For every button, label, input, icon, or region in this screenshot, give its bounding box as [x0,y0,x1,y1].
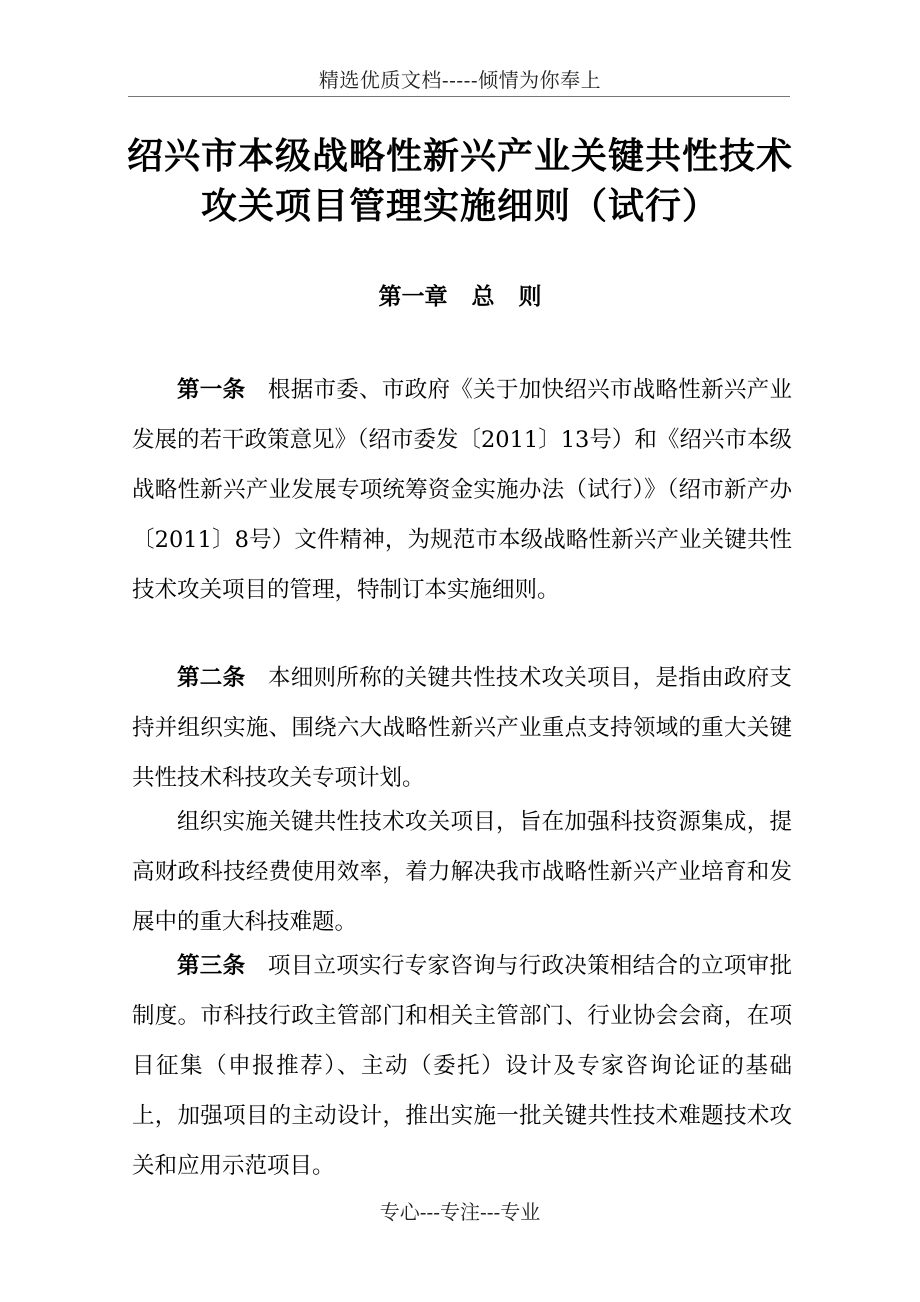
document-title-line-2: 攻关项目管理实施细则（试行） [200,186,719,227]
article-1-block [132,365,792,615]
article-text: 项目立项实行专家咨询与行政决策相结合的立项审批制度。市科技行政主管部门和相关主管部门、行业协会会商，在项目征集（申报推荐）、主动（委托）设计及专家咨询论证的基础上，加强项目的主动设计，推出实施一批关键共性技术难题技术攻关和应用示范项目。 [132,953,792,1179]
page-footer: 专心---专注---专业 [379,1200,541,1224]
chapter-heading: 第一章 总 则 [378,284,542,310]
article-text: 根据市委、市政府《关于加快绍兴市战略性新兴产业发展的若干政策意见》（绍市委发〔2011〕13号）和《绍兴市本级战略性新兴产业发展专项统筹资金实施办法（试行）》（绍市新产办〔2011〕8号）文件精神，为规范市本级战略性新兴产业关键共性技术攻关项目的管理，特制订本实施细则。 [132,377,792,603]
article-3-block [132,941,792,1191]
page-header: 精选优质文档-----倾情为你奉上 [318,68,602,92]
article-text: 本细则所称的关键共性技术攻关项目，是指由政府支持并组织实施、围绕六大战略性新兴产业重点支持领域的重大关键共性技术科技攻关专项计划。 [132,665,792,791]
article-number: 第三条 [177,953,246,979]
article-paragraph [132,653,792,803]
article-number: 第二条 [177,665,246,691]
article-2-followup-block [132,797,792,947]
article-paragraph [132,797,792,947]
header-divider [128,96,790,97]
document-title-line-1: 绍兴市本级战略性新兴产业关键共性技术 [126,136,793,177]
article-number: 第一条 [177,377,246,403]
article-paragraph [132,365,792,615]
article-paragraph [132,941,792,1191]
article-2-block [132,653,792,803]
article-text: 组织实施关键共性技术攻关项目，旨在加强科技资源集成，提高财政科技经费使用效率，着力解决我市战略性新兴产业培育和发展中的重大科技难题。 [132,809,792,935]
